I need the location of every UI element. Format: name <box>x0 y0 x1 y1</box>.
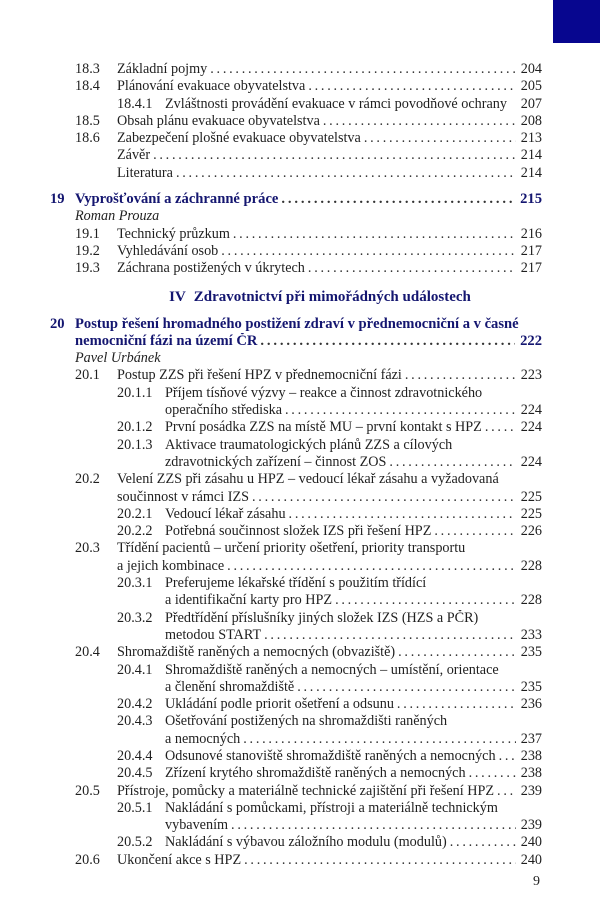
page-number: 9 <box>533 874 540 889</box>
toc-entry[interactable] <box>0 800 600 817</box>
section-number: 19.2 <box>75 242 100 259</box>
table-of-contents <box>0 61 600 869</box>
page-ref: 217 <box>520 260 542 277</box>
page-ref: 205 <box>520 78 542 95</box>
subsection-title-line: a identifikační karty pro HPZ . . . <box>165 592 519 609</box>
section-title-line: Ukončení akce s HPZ . . . <box>117 852 519 869</box>
toc-entry[interactable] <box>0 662 600 679</box>
section-title-line: Literatura . . . <box>117 165 519 182</box>
toc-entry[interactable] <box>0 592 600 609</box>
chapter-number: 19 <box>50 191 65 208</box>
page-ref: 224 <box>520 453 542 470</box>
toc-entry[interactable] <box>0 852 600 869</box>
subsection-title-line: Příjem tísňové výzvy – reakce a činnost zdravotnického <box>165 384 483 401</box>
toc-entry[interactable] <box>0 130 600 147</box>
subsection-title-line: Potřebná součinnost složek IZS při řešení HPZ . . . <box>165 523 519 540</box>
toc-entry[interactable] <box>0 575 600 592</box>
page-ref: 204 <box>520 61 542 77</box>
toc-chapter-20-cont[interactable] <box>0 333 600 350</box>
chapter-title-line-2: nemocniční fázi na území ČR . . . <box>75 333 518 350</box>
page-ref: 239 <box>520 782 542 799</box>
page-ref: 224 <box>520 419 542 436</box>
page-ref: 239 <box>520 817 542 834</box>
subsection-number: 20.4.2 <box>117 696 153 713</box>
section-number: 20.4 <box>75 644 100 661</box>
subsection-title-line: První posádka ZZS na místě MU – první kontakt s HPZ . . . <box>165 419 519 436</box>
toc-entry[interactable] <box>0 783 600 800</box>
section-title-line: Základní pojmy . . . <box>117 61 519 78</box>
toc-entry[interactable] <box>0 731 600 748</box>
subsection-title-line: zdravotnických zařízení – činnost ZOS . . . <box>165 454 519 471</box>
part-number: IV <box>169 288 186 305</box>
toc-entry[interactable] <box>0 679 600 696</box>
toc-entry[interactable] <box>0 644 600 661</box>
section-title-line: Závěr . . . <box>117 147 519 164</box>
section-title-line: Třídění pacientů – určení priority ošetření, priority transportu <box>117 540 466 557</box>
subsection-title-line: Ukládání podle priorit ošetření a odsunu . . . <box>165 696 519 713</box>
toc-entry[interactable] <box>0 713 600 730</box>
page-ref: 240 <box>520 851 542 868</box>
page-ref: 215 <box>520 191 542 208</box>
page-ref: 238 <box>520 765 542 782</box>
section-title-line: a jejich kombinace . . . <box>117 558 519 575</box>
section-title-line: Plánování evakuace obyvatelstva . . . <box>117 78 519 95</box>
page-ref: 240 <box>520 834 542 851</box>
subsection-title-line: Preferujeme lékařské třídění s použitím třídící <box>165 575 427 592</box>
toc-entry[interactable] <box>0 147 600 164</box>
subsection-number: 20.4.3 <box>117 713 153 730</box>
chapter-author: Pavel Urbánek <box>75 350 161 367</box>
section-number: 20.6 <box>75 851 100 868</box>
subsection-number: 20.1.3 <box>117 436 153 453</box>
subsection-number: 20.3.2 <box>117 609 153 626</box>
section-title-line: Přístroje, pomůcky a materiálně technické zajištění při řešení HPZ . . . <box>117 783 519 800</box>
toc-entry[interactable] <box>0 627 600 644</box>
section-title-line: Vyhledávání osob . . . <box>117 243 519 260</box>
toc-entry[interactable] <box>0 419 600 436</box>
subsection-number: 20.1.1 <box>117 384 153 401</box>
toc-entry[interactable] <box>0 165 600 182</box>
section-number: 18.6 <box>75 130 100 147</box>
subsection-title-line: Nakládání s výbavou záložního modulu (modulů) . . . <box>165 834 519 851</box>
subsection-title-line: a nemocných . . . <box>165 731 519 748</box>
section-number: 20.5 <box>75 782 100 799</box>
page-ref: 208 <box>520 112 542 129</box>
page-ref: 217 <box>520 242 542 259</box>
toc-entry[interactable] <box>0 540 600 557</box>
toc-entry[interactable] <box>0 558 600 575</box>
subsection-title-line: Předtřídění příslušníky jiných složek IZS (HZS a PČR) <box>165 609 479 626</box>
section-title-line: Postup ZZS při řešení HPZ v přednemocniční fázi . . . <box>117 367 519 384</box>
subsection-title-line: metodou START . . . <box>165 627 519 644</box>
section-title-line: Velení ZZS při zásahu u HPZ – vedoucí lékař zásahu a vyžadovaná <box>117 471 499 488</box>
subsection-title-line: vybavením . . . <box>165 817 519 834</box>
subsection-title-line: Aktivace traumatologických plánů ZZS a cílových <box>165 436 453 453</box>
section-title-line: Obsah plánu evakuace obyvatelstva . . . <box>117 113 519 130</box>
page-ref: 226 <box>520 523 542 540</box>
page-ref: 223 <box>520 367 542 384</box>
chapter-number: 20 <box>50 315 65 332</box>
toc-entry[interactable] <box>0 523 600 540</box>
page-ref: 222 <box>520 332 542 349</box>
page-ref: 237 <box>520 730 542 747</box>
section-title-line: Technický průzkum . . . <box>117 226 519 243</box>
section-number: 20.1 <box>75 367 100 384</box>
toc-entry[interactable] <box>0 226 600 243</box>
section-title-line: Shromaždiště raněných a nemocných (obvaziště) . . . <box>117 644 519 661</box>
section-number: 18.5 <box>75 112 100 129</box>
toc-entry[interactable] <box>0 437 600 454</box>
page-ref: 225 <box>520 505 542 522</box>
toc-entry[interactable] <box>0 243 600 260</box>
toc-chapter-20[interactable] <box>0 316 600 333</box>
page-ref: 235 <box>520 678 542 695</box>
page-ref: 216 <box>520 225 542 242</box>
page-ref: 228 <box>520 557 542 574</box>
toc-entry[interactable] <box>0 506 600 523</box>
chapter-thumb-tab <box>553 0 600 43</box>
page-ref: 214 <box>520 164 542 181</box>
toc-entry[interactable] <box>0 765 600 782</box>
page-ref: 213 <box>520 130 542 147</box>
toc-entry[interactable] <box>0 748 600 765</box>
subsection-title-line: operačního střediska . . . <box>165 402 519 419</box>
toc-entry[interactable] <box>0 817 600 834</box>
subsection-title-line: Vedoucí lékař zásahu . . . <box>165 506 519 523</box>
toc-entry[interactable] <box>0 78 600 95</box>
chapter-title-line-1: Postup řešení hromadného postižení zdraví v přednemocniční a v časné <box>75 315 519 332</box>
subsection-title-line: Nakládání s pomůckami, přístroji a materiálně technickým <box>165 799 498 816</box>
subsection-title-line: Zvláštnosti provádění evakuace v rámci povodňové ochrany <box>165 95 507 112</box>
toc-chapter-19[interactable] <box>0 191 600 208</box>
chapter-title: Vyprošťování a záchranné práce . . . <box>75 191 518 208</box>
toc-entry[interactable] <box>0 696 600 713</box>
toc-entry[interactable] <box>0 471 600 488</box>
subsection-number: 20.1.2 <box>117 419 153 436</box>
toc-entry[interactable] <box>0 402 600 419</box>
section-title-line: Záchrana postižených v úkrytech . . . <box>117 260 519 277</box>
section-number: 19.1 <box>75 225 100 242</box>
subsection-number: 20.5.2 <box>117 834 153 851</box>
section-number: 18.3 <box>75 61 100 77</box>
page-ref: 225 <box>520 488 542 505</box>
page-ref: 228 <box>520 592 542 609</box>
subsection-title-line: Ošetřování postižených na shromaždišti raněných <box>165 713 448 730</box>
chapter-author: Roman Prouza <box>75 208 160 225</box>
toc-entry[interactable] <box>0 260 600 277</box>
section-title-line: Zabezpečení plošné evakuace obyvatelstva . . . <box>117 130 519 147</box>
section-number: 20.3 <box>75 540 100 557</box>
subsection-number: 20.5.1 <box>117 799 153 816</box>
toc-entry[interactable] <box>0 113 600 130</box>
part-title: Zdravotnictví při mimořádných událostech <box>193 288 471 305</box>
subsection-number: 18.4.1 <box>117 95 153 112</box>
subsection-title-line: a členění shromaždiště . . . <box>165 679 519 696</box>
subsection-number: 20.3.1 <box>117 575 153 592</box>
page-ref: 207 <box>520 95 542 112</box>
part-heading <box>0 284 600 310</box>
page-ref: 236 <box>520 696 542 713</box>
toc-entry[interactable] <box>0 610 600 627</box>
subsection-number: 20.4.1 <box>117 661 153 678</box>
toc-entry[interactable] <box>0 489 600 506</box>
section-number: 20.2 <box>75 471 100 488</box>
subsection-title-line: Shromaždiště raněných a nemocných – umístění, orientace <box>165 661 499 678</box>
toc-entry[interactable] <box>0 367 600 384</box>
subsection-number: 20.2.1 <box>117 505 153 522</box>
subsection-number: 20.4.4 <box>117 747 153 764</box>
section-title-line: součinnost v rámci IZS . . . <box>117 489 519 506</box>
toc-entry[interactable] <box>0 385 600 402</box>
section-number: 19.3 <box>75 260 100 277</box>
toc-entry[interactable] <box>0 96 600 113</box>
page-ref: 224 <box>520 402 542 419</box>
toc-entry[interactable] <box>0 834 600 851</box>
subsection-number: 20.4.5 <box>117 765 153 782</box>
subsection-title-line: Odsunové stanoviště shromaždiště raněných a nemocných . . . <box>165 748 519 765</box>
page-ref: 233 <box>520 626 542 643</box>
subsection-number: 20.2.2 <box>117 523 153 540</box>
subsection-title-line: Zřízení krytého shromaždiště raněných a nemocných . . . <box>165 765 519 782</box>
section-number: 18.4 <box>75 78 100 95</box>
toc-entry[interactable] <box>0 454 600 471</box>
page-ref: 238 <box>520 747 542 764</box>
page-ref: 235 <box>520 644 542 661</box>
toc-entry[interactable] <box>0 61 600 78</box>
page-ref: 214 <box>520 147 542 164</box>
